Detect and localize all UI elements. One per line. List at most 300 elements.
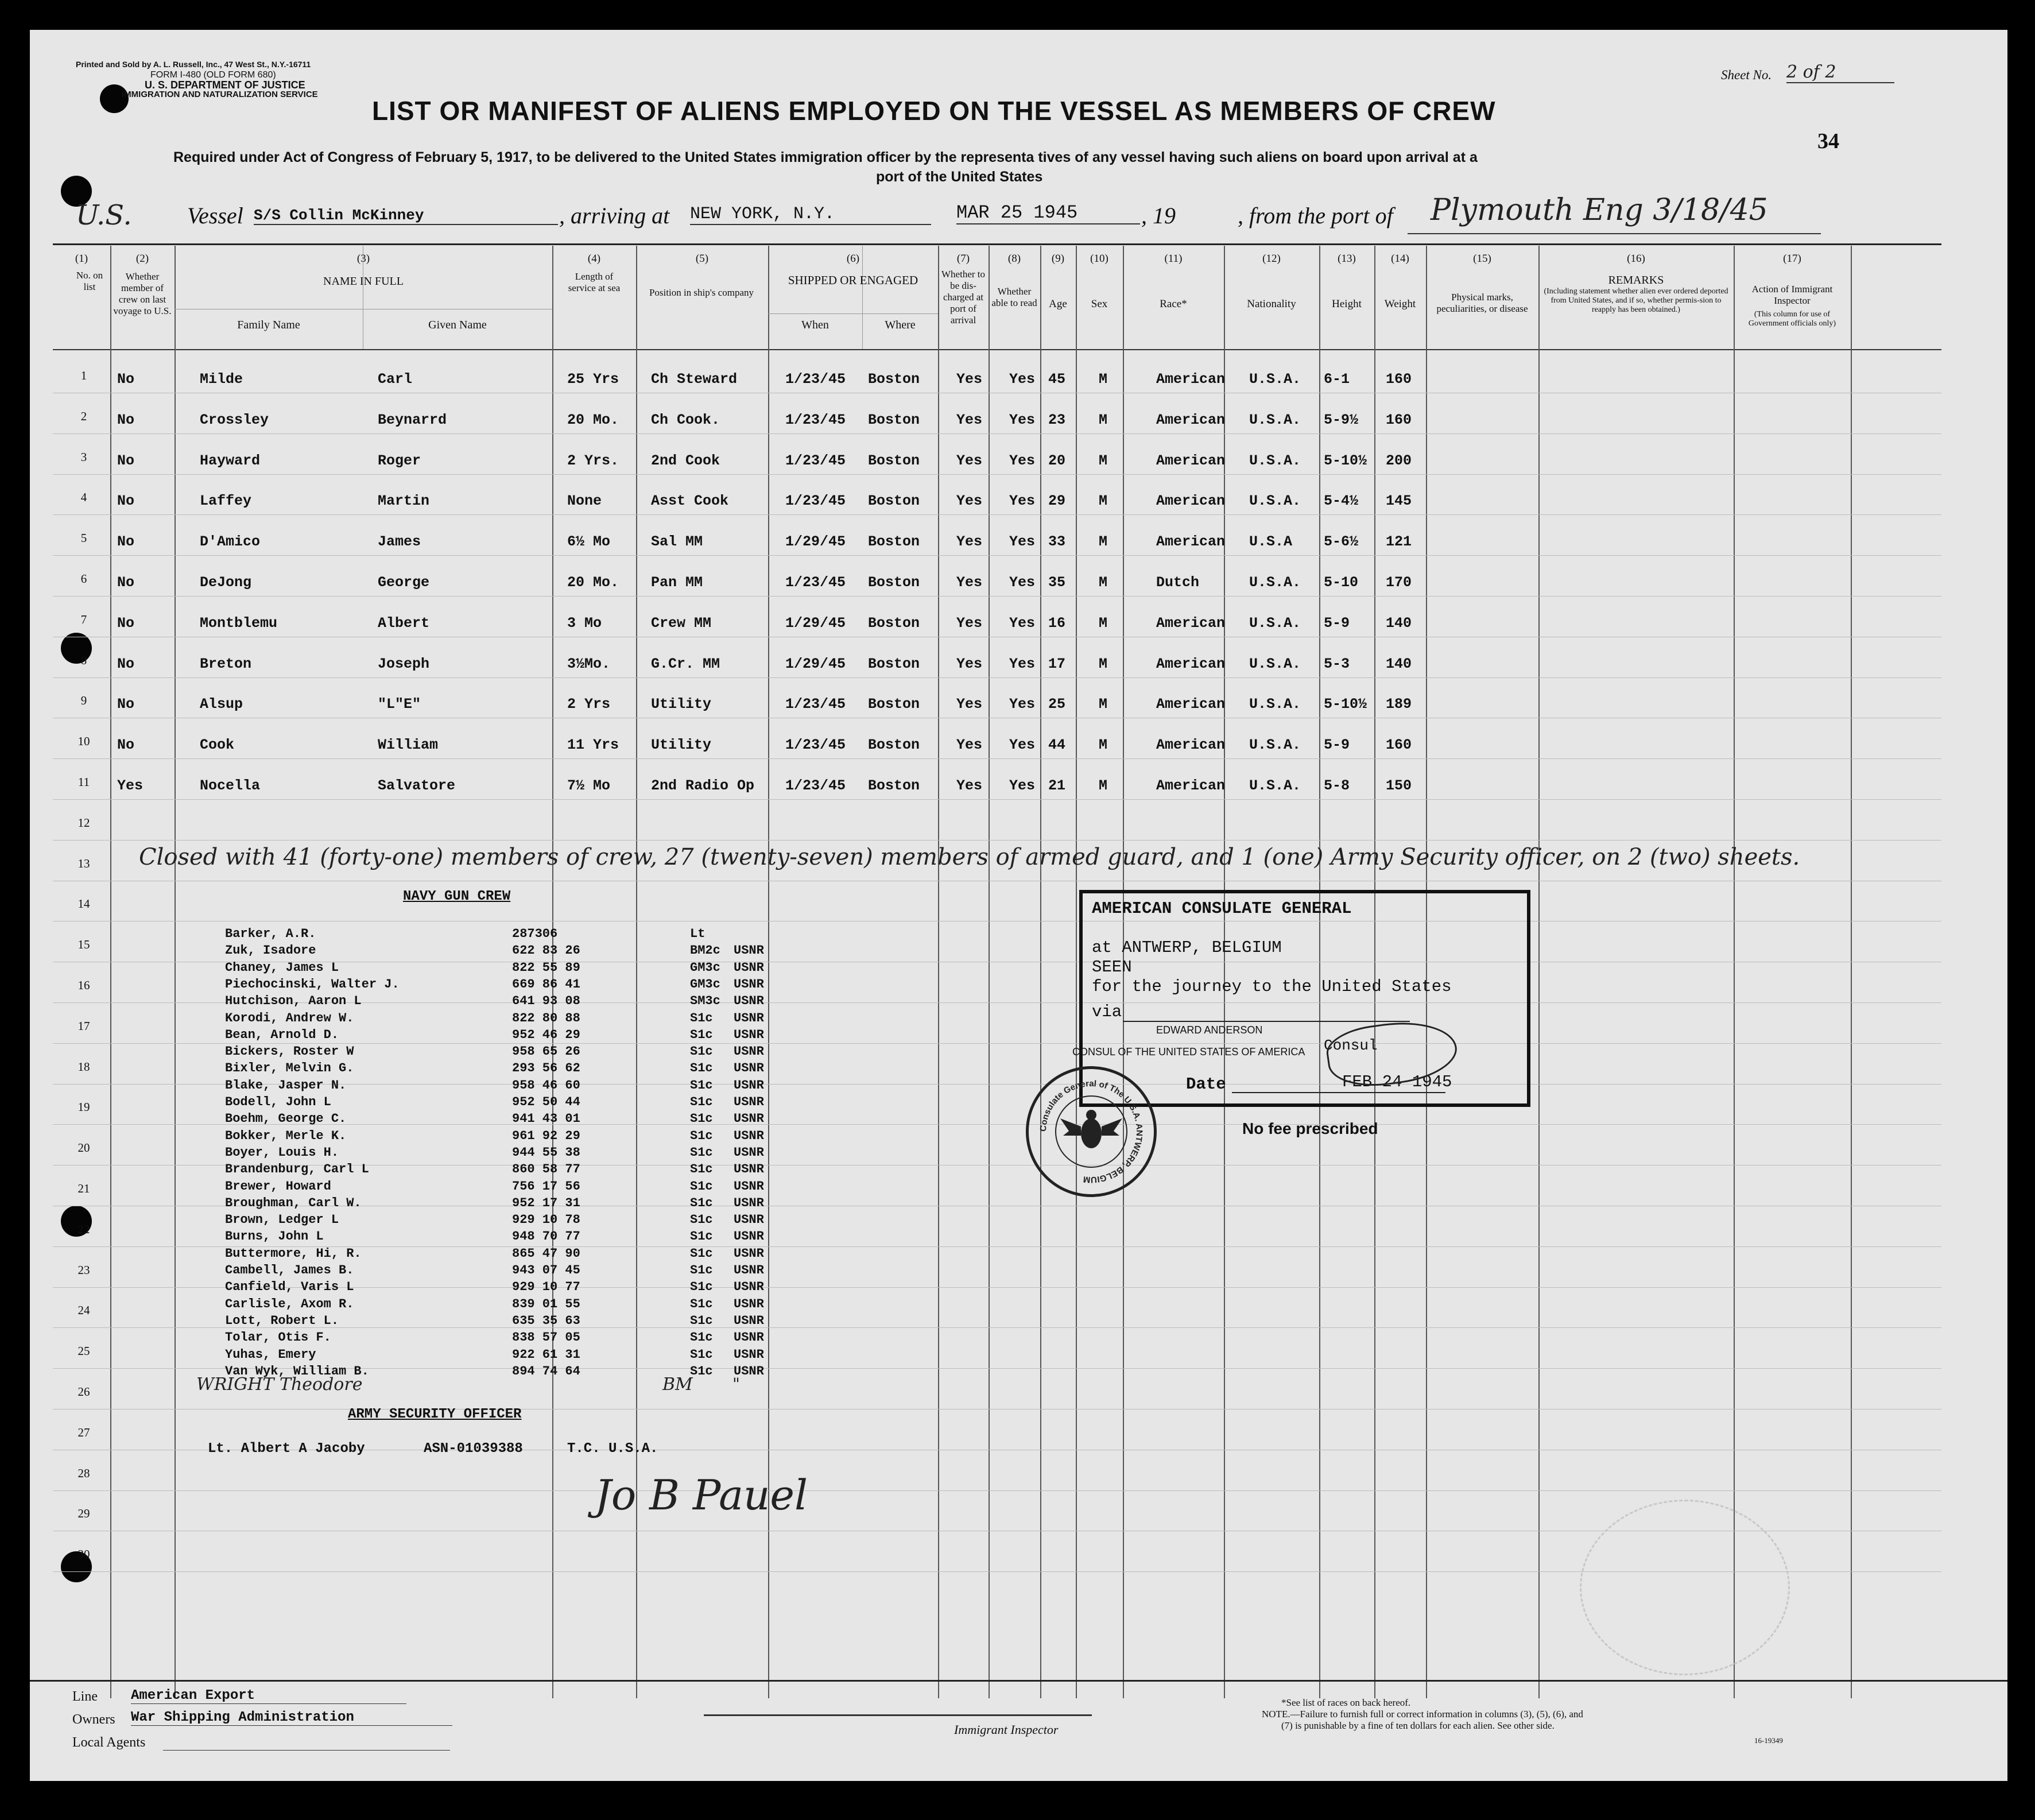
navy-member-branch: USNR xyxy=(734,1347,764,1362)
crew-position: Utility xyxy=(651,696,712,712)
crew-prev-voyage: No xyxy=(117,656,135,672)
col-header-weight: Weight xyxy=(1384,298,1416,310)
crew-race: American xyxy=(1156,696,1226,712)
col-num-17: (17) xyxy=(1783,253,1801,265)
crew-sex: M xyxy=(1099,656,1108,672)
crew-shipped-where: Boston xyxy=(868,574,920,591)
crew-age: 44 xyxy=(1048,737,1066,753)
crew-sex: M xyxy=(1099,615,1108,632)
navy-member-number: 838 57 05 xyxy=(512,1330,580,1345)
crew-shipped-when: 1/29/45 xyxy=(785,533,846,550)
row-number: 7 xyxy=(80,613,87,626)
crew-discharged: Yes xyxy=(956,371,983,388)
navy-member-number: 922 61 31 xyxy=(512,1347,580,1362)
stamp-line-5: via xyxy=(1092,1002,1122,1021)
navy-member-name: Chaney, James L xyxy=(225,961,339,975)
row-number: 8 xyxy=(80,653,87,667)
col-divider xyxy=(989,246,990,1698)
printer-line: Printed and Sold by A. L. Russell, Inc., 47 West St., N.Y.-16711 xyxy=(76,60,311,69)
crew-can-read: Yes xyxy=(1009,656,1036,672)
row-number: 21 xyxy=(77,1182,90,1195)
col-header-read: Whether able to read xyxy=(991,286,1037,308)
crew-nationality: U.S.A. xyxy=(1249,696,1301,712)
navy-member-name: Zuk, Isadore xyxy=(225,943,316,958)
crew-discharged: Yes xyxy=(956,493,983,509)
navy-member-branch: USNR xyxy=(734,1364,764,1378)
col-header-name: NAME IN FULL xyxy=(323,275,404,288)
crew-sex: M xyxy=(1099,452,1108,469)
navy-member-rate: S1c xyxy=(690,1330,713,1345)
col-header-when: When xyxy=(801,319,829,331)
navy-member-name: Bickers, Roster W xyxy=(225,1044,354,1059)
row-rule xyxy=(53,799,1941,800)
crew-family-name: Laffey xyxy=(200,493,252,509)
stamp-line-2: at ANTWERP, BELGIUM xyxy=(1092,938,1282,957)
crew-given-name: Beynarrd xyxy=(378,412,447,428)
navy-member-branch: USNR xyxy=(734,977,764,992)
navy-member-number: 635 35 63 xyxy=(512,1314,580,1328)
crew-height: 5-10½ xyxy=(1324,452,1367,469)
col-num-9: (9) xyxy=(1051,253,1065,265)
consulate-seal xyxy=(1026,1066,1157,1197)
navy-member-number: 669 86 41 xyxy=(512,977,580,992)
row-rule xyxy=(53,474,1941,475)
crew-shipped-where: Boston xyxy=(868,696,920,712)
row-number: 19 xyxy=(77,1100,90,1114)
crew-nationality: U.S.A. xyxy=(1249,615,1301,632)
crew-sex: M xyxy=(1099,371,1108,388)
navy-member-rate: GM3c xyxy=(690,961,720,975)
crew-family-name: Hayward xyxy=(200,452,261,469)
crew-service: 20 Mo. xyxy=(567,574,619,591)
navy-member-rate: S1c xyxy=(690,1196,713,1210)
crew-height: 5-9 xyxy=(1324,615,1350,632)
crew-nationality: U.S.A. xyxy=(1249,452,1301,469)
navy-member-number: 929 10 78 xyxy=(512,1213,580,1227)
sheet-number: 2 of 2 xyxy=(1786,62,1894,83)
crew-weight: 145 xyxy=(1386,493,1412,509)
crew-family-name: Cook xyxy=(200,737,235,753)
col-num-8: (8) xyxy=(1007,253,1021,265)
crew-can-read: Yes xyxy=(1009,777,1036,794)
navy-member-name: Barker, A.R. xyxy=(225,927,316,941)
crew-discharged: Yes xyxy=(956,574,983,591)
crew-weight: 200 xyxy=(1386,452,1412,469)
navy-handwritten-rate: BM xyxy=(662,1374,693,1395)
navy-member-branch: USNR xyxy=(734,1162,764,1176)
footer-agents-label: Local Agents xyxy=(72,1735,146,1750)
crew-weight: 160 xyxy=(1386,412,1412,428)
crew-sex: M xyxy=(1099,574,1108,591)
col-header-no: No. on list xyxy=(76,270,103,292)
navy-member-name: Brown, Ledger L xyxy=(225,1213,339,1227)
crew-position: Crew MM xyxy=(651,615,712,632)
row-number: 14 xyxy=(77,897,90,911)
crew-service: 20 Mo. xyxy=(567,412,619,428)
crew-shipped-where: Boston xyxy=(868,412,920,428)
crew-race: Dutch xyxy=(1156,574,1200,591)
navy-member-branch: USNR xyxy=(734,1280,764,1294)
crew-race: American xyxy=(1156,493,1226,509)
crew-shipped-when: 1/23/45 xyxy=(785,452,846,469)
crew-given-name: William xyxy=(378,737,439,753)
crew-prev-voyage: No xyxy=(117,412,135,428)
row-rule xyxy=(53,1490,1941,1491)
navy-member-number: 941 43 01 xyxy=(512,1112,580,1126)
col-divider xyxy=(1538,246,1540,1698)
col-header-nationality: Nationality xyxy=(1247,298,1296,310)
signature: Jo B Pauel xyxy=(595,1471,808,1519)
army-officer-unit: T.C. U.S.A. xyxy=(567,1441,658,1457)
navy-member-name: Brandenburg, Carl L xyxy=(225,1162,369,1176)
footer-line-value: American Export xyxy=(131,1688,406,1704)
service-name: IMMIGRATION AND NATURALIZATION SERVICE xyxy=(122,90,318,99)
crew-position: Asst Cook xyxy=(651,493,729,509)
col-header-position: Position in ship's company xyxy=(649,287,754,298)
col-num-2: (2) xyxy=(135,253,149,265)
row-number: 23 xyxy=(77,1263,90,1277)
crew-given-name: Joseph xyxy=(378,656,430,672)
row-number: 10 xyxy=(77,734,90,748)
navy-member-number: 944 55 38 xyxy=(512,1145,580,1160)
crew-nationality: U.S.A. xyxy=(1249,777,1301,794)
col-header-where: Where xyxy=(885,319,916,331)
col-num-12: (12) xyxy=(1262,253,1281,265)
col-num-5: (5) xyxy=(695,253,709,265)
crew-family-name: Alsup xyxy=(200,696,243,712)
crew-can-read: Yes xyxy=(1009,371,1036,388)
navy-member-number: 865 47 90 xyxy=(512,1246,580,1261)
crew-can-read: Yes xyxy=(1009,574,1036,591)
crew-race: American xyxy=(1156,656,1226,672)
navy-member-number: 822 80 88 xyxy=(512,1011,580,1025)
crew-prev-voyage: No xyxy=(117,574,135,591)
crew-shipped-where: Boston xyxy=(868,737,920,753)
col-header-given-name: Given Name xyxy=(428,319,487,331)
stamp-line-3: SEEN xyxy=(1092,958,1132,977)
navy-member-number: 958 46 60 xyxy=(512,1078,580,1093)
department-name: U. S. DEPARTMENT OF JUSTICE xyxy=(145,79,305,91)
navy-handwritten-branch: " xyxy=(732,1374,740,1393)
row-number: 18 xyxy=(77,1060,90,1074)
col-divider xyxy=(1040,246,1041,1698)
crew-weight: 150 xyxy=(1386,777,1412,794)
closing-note: Closed with 41 (forty-one) members of crew, 27 (twenty-seven) members of armed guard, and 1 (one) Army Security officer, on 2 (two) sheets. xyxy=(139,844,1800,870)
crew-weight: 121 xyxy=(1386,533,1412,550)
crew-height: 5-10 xyxy=(1324,574,1359,591)
crew-weight: 170 xyxy=(1386,574,1412,591)
crew-height: 5-9½ xyxy=(1324,412,1359,428)
stamp-date-label: Date xyxy=(1186,1075,1226,1094)
row-number: 5 xyxy=(80,531,87,545)
navy-member-name: Lott, Robert L. xyxy=(225,1314,339,1328)
crew-sex: M xyxy=(1099,696,1108,712)
col-divider xyxy=(938,246,939,1698)
col-header-physical: Physical marks, peculiarities, or disease xyxy=(1436,292,1528,314)
navy-member-branch: USNR xyxy=(734,1078,764,1093)
navy-member-branch: USNR xyxy=(734,1314,764,1328)
stamp-line-1: AMERICAN CONSULATE GENERAL xyxy=(1092,899,1352,918)
crew-weight: 160 xyxy=(1386,371,1412,388)
crew-given-name: Martin xyxy=(378,493,430,509)
crew-nationality: U.S.A xyxy=(1249,533,1293,550)
navy-member-branch: USNR xyxy=(734,1229,764,1244)
fine-note-1: NOTE.—Failure to furnish full or correct information in columns (3), (5), (6), and xyxy=(1262,1709,1583,1720)
navy-member-number: 287306 xyxy=(512,927,558,941)
crew-can-read: Yes xyxy=(1009,737,1036,753)
navy-member-number: 958 65 26 xyxy=(512,1044,580,1059)
navy-member-rate: Lt xyxy=(690,927,706,941)
crew-weight: 160 xyxy=(1386,737,1412,753)
crew-shipped-when: 1/23/45 xyxy=(785,574,846,591)
navy-member-rate: S1c xyxy=(690,1011,713,1025)
fine-note-2: (7) is punishable by a fine of ten dollars for each alien. See other side. xyxy=(1281,1720,1555,1731)
navy-member-name: Bean, Arnold D. xyxy=(225,1028,339,1042)
col-divider xyxy=(110,246,111,1698)
col-header-prev-voyage: Whether member of crew on last voyage to U.S. xyxy=(113,271,172,316)
departure-port: Plymouth Eng 3/18/45 xyxy=(1431,193,1768,227)
crew-can-read: Yes xyxy=(1009,533,1036,550)
form-number: FORM I-480 (OLD FORM 680) xyxy=(150,70,276,80)
crew-shipped-when: 1/23/45 xyxy=(785,371,846,388)
col-header-age: Age xyxy=(1049,298,1067,310)
navy-member-name: Cambell, James B. xyxy=(225,1263,354,1277)
col-num-15: (15) xyxy=(1473,253,1491,265)
crew-family-name: Nocella xyxy=(200,777,261,794)
crew-age: 20 xyxy=(1048,452,1066,469)
crew-prev-voyage: No xyxy=(117,696,135,712)
crew-given-name: James xyxy=(378,533,421,550)
navy-member-number: 293 56 62 xyxy=(512,1061,580,1075)
navy-heading: NAVY GUN CREW xyxy=(403,889,511,904)
navy-member-rate: SM3c xyxy=(690,994,720,1008)
navy-member-name: Boyer, Louis H. xyxy=(225,1145,339,1160)
arrival-port: NEW YORK, N.Y. xyxy=(690,204,931,225)
navy-member-rate: S1c xyxy=(690,1364,713,1378)
navy-member-name: Canfield, Varis L xyxy=(225,1280,354,1294)
navy-member-number: 943 07 45 xyxy=(512,1263,580,1277)
row-number: 26 xyxy=(77,1385,90,1399)
navy-member-name: Bokker, Merle K. xyxy=(225,1129,347,1143)
crew-discharged: Yes xyxy=(956,777,983,794)
arrival-date-stamp: MAR 25 1945 xyxy=(956,202,1140,224)
footer-owners-label: Owners xyxy=(72,1712,115,1727)
navy-member-name: Hutchison, Aaron L xyxy=(225,994,362,1008)
navy-member-branch: USNR xyxy=(734,1028,764,1042)
navy-member-branch: USNR xyxy=(734,943,764,958)
row-number: 27 xyxy=(77,1426,90,1439)
crew-family-name: DeJong xyxy=(200,574,252,591)
row-number: 1 xyxy=(80,369,87,382)
crew-shipped-where: Boston xyxy=(868,777,920,794)
crew-can-read: Yes xyxy=(1009,412,1036,428)
page-title: LIST OR MANIFEST OF ALIENS EMPLOYED ON THE VESSEL AS MEMBERS OF CREW xyxy=(372,96,1496,126)
crew-age: 21 xyxy=(1048,777,1066,794)
crew-service: 3 Mo xyxy=(567,615,602,632)
crew-prev-voyage: Yes xyxy=(117,777,144,794)
navy-member-branch: USNR xyxy=(734,1263,764,1277)
crew-discharged: Yes xyxy=(956,696,983,712)
crew-race: American xyxy=(1156,777,1226,794)
navy-member-branch: USNR xyxy=(734,1112,764,1126)
row-number: 17 xyxy=(77,1019,90,1033)
navy-member-name: Yuhas, Emery xyxy=(225,1347,316,1362)
col-header-discharged: Whether to be dis-charged at port of arrival xyxy=(941,269,985,326)
crew-height: 5-9 xyxy=(1324,737,1350,753)
col-num-10: (10) xyxy=(1090,253,1108,265)
crew-service: 25 Yrs xyxy=(567,371,619,388)
stamp-consul-of: CONSUL OF THE UNITED STATES OF AMERICA xyxy=(1072,1046,1305,1058)
navy-member-name: Brewer, Howard xyxy=(225,1179,331,1194)
row-rule xyxy=(53,677,1941,678)
crew-given-name: Roger xyxy=(378,452,421,469)
row-rule xyxy=(53,514,1941,515)
crew-age: 29 xyxy=(1048,493,1066,509)
crew-given-name: George xyxy=(378,574,430,591)
navy-member-number: 929 10 77 xyxy=(512,1280,580,1294)
row-rule xyxy=(53,840,1941,841)
crew-discharged: Yes xyxy=(956,533,983,550)
navy-member-rate: S1c xyxy=(690,1246,713,1261)
seal-graphic xyxy=(1029,1069,1154,1194)
navy-member-branch: USNR xyxy=(734,1330,764,1345)
crew-prev-voyage: No xyxy=(117,615,135,632)
crew-sex: M xyxy=(1099,533,1108,550)
stamp-date-value: FEB 24 1945 xyxy=(1342,1072,1452,1091)
row-number: 20 xyxy=(77,1141,90,1155)
col-header-action-note: (This column for use of Government officials only) xyxy=(1748,310,1836,328)
crew-age: 16 xyxy=(1048,615,1066,632)
crew-shipped-when: 1/23/45 xyxy=(785,737,846,753)
crew-height: 5-6½ xyxy=(1324,533,1359,550)
navy-member-name: Piechocinski, Walter J. xyxy=(225,977,400,992)
navy-member-branch: USNR xyxy=(734,1145,764,1160)
crew-sex: M xyxy=(1099,777,1108,794)
col-header-service: Length of service at sea xyxy=(568,271,621,293)
crew-height: 5-3 xyxy=(1324,656,1350,672)
crew-service: 2 Yrs xyxy=(567,696,611,712)
from-label: , from the port of xyxy=(1238,203,1393,229)
crew-sex: M xyxy=(1099,737,1108,753)
footer-line-label: Line xyxy=(72,1689,98,1704)
year-label: , 19 xyxy=(1141,203,1176,229)
row-number: 29 xyxy=(77,1507,90,1520)
crew-height: 5-4½ xyxy=(1324,493,1359,509)
crew-weight: 140 xyxy=(1386,615,1412,632)
navy-member-branch: USNR xyxy=(734,1129,764,1143)
col-header-sex: Sex xyxy=(1091,298,1108,310)
navy-member-branch: USNR xyxy=(734,1179,764,1194)
crew-race: American xyxy=(1156,737,1226,753)
row-number: 22 xyxy=(77,1222,90,1236)
crew-discharged: Yes xyxy=(956,412,983,428)
crew-race: American xyxy=(1156,371,1226,388)
stamp-signer: EDWARD ANDERSON xyxy=(1156,1024,1263,1036)
vessel-prefix: U.S. xyxy=(76,199,132,231)
crew-discharged: Yes xyxy=(956,656,983,672)
navy-member-number: 952 17 31 xyxy=(512,1196,580,1210)
navy-member-rate: GM3c xyxy=(690,977,720,992)
navy-member-rate: S1c xyxy=(690,1028,713,1042)
navy-member-number: 756 17 56 xyxy=(512,1179,580,1194)
crew-sex: M xyxy=(1099,412,1108,428)
crew-age: 17 xyxy=(1048,656,1066,672)
crew-position: Ch Steward xyxy=(651,371,738,388)
crew-given-name: Salvatore xyxy=(378,777,456,794)
col-header-family-name: Family Name xyxy=(237,319,300,331)
row-number: 16 xyxy=(77,978,90,992)
navy-member-number: 952 50 44 xyxy=(512,1095,580,1109)
navy-member-number: 894 74 64 xyxy=(512,1364,580,1378)
navy-handwritten-name: WRIGHT Theodore xyxy=(196,1374,363,1395)
crew-shipped-when: 1/23/45 xyxy=(785,493,846,509)
crew-height: 5-10½ xyxy=(1324,696,1367,712)
navy-member-rate: BM2c xyxy=(690,943,720,958)
crew-shipped-where: Boston xyxy=(868,493,920,509)
col-header-shipped: SHIPPED OR ENGAGED xyxy=(788,273,918,287)
crew-discharged: Yes xyxy=(956,452,983,469)
arriving-label: , arriving at xyxy=(559,203,670,229)
navy-member-number: 641 93 08 xyxy=(512,994,580,1008)
col-divider xyxy=(1734,246,1735,1698)
crew-can-read: Yes xyxy=(1009,615,1036,632)
crew-nationality: U.S.A. xyxy=(1249,493,1301,509)
navy-member-rate: S1c xyxy=(690,1095,713,1109)
navy-member-rate: S1c xyxy=(690,1297,713,1311)
col-num-11: (11) xyxy=(1164,253,1183,265)
crew-age: 33 xyxy=(1048,533,1066,550)
col-num-13: (13) xyxy=(1338,253,1356,265)
navy-member-branch: USNR xyxy=(734,1061,764,1075)
from-underline xyxy=(1408,233,1821,234)
crew-position: 2nd Radio Op xyxy=(651,777,755,794)
vessel-label: Vessel xyxy=(187,203,243,229)
col-header-remarks: REMARKS xyxy=(1608,274,1664,286)
inspector-label: Immigrant Inspector xyxy=(954,1722,1059,1737)
row-rule xyxy=(53,596,1941,597)
table-header-bottom xyxy=(53,349,1941,350)
navy-member-number: 622 83 26 xyxy=(512,943,580,958)
faint-seal xyxy=(1580,1500,1790,1675)
crew-prev-voyage: No xyxy=(117,737,135,753)
vessel-name: S/S Collin McKinney xyxy=(254,207,558,225)
navy-member-name: Boehm, George C. xyxy=(225,1112,347,1126)
stamp-line-4: for the journey to the United States xyxy=(1092,977,1452,996)
army-heading: ARMY SECURITY OFFICER xyxy=(348,1407,522,1422)
col-header-race: Race* xyxy=(1160,298,1187,310)
footer-agents-line xyxy=(163,1750,450,1751)
crew-position: Pan MM xyxy=(651,574,703,591)
navy-member-branch: USNR xyxy=(734,1213,764,1227)
navy-member-branch: USNR xyxy=(734,961,764,975)
row-number: 9 xyxy=(80,694,87,707)
col-num-7: (7) xyxy=(956,253,970,265)
col-divider xyxy=(175,246,176,1698)
fee-note: No fee prescribed xyxy=(1242,1120,1378,1137)
crew-position: Ch Cook. xyxy=(651,412,720,428)
crew-race: American xyxy=(1156,615,1226,632)
crew-service: 3½Mo. xyxy=(567,656,611,672)
crew-shipped-when: 1/29/45 xyxy=(785,656,846,672)
army-officer-serial: ASN-01039388 xyxy=(424,1441,523,1457)
navy-member-name: Van Wyk, William B. xyxy=(225,1364,369,1378)
crew-shipped-where: Boston xyxy=(868,533,920,550)
crew-family-name: Montblemu xyxy=(200,615,278,632)
col-num-6: (6) xyxy=(846,253,860,265)
navy-member-branch: USNR xyxy=(734,1011,764,1025)
col-num-14: (14) xyxy=(1391,253,1409,265)
crew-shipped-where: Boston xyxy=(868,371,920,388)
